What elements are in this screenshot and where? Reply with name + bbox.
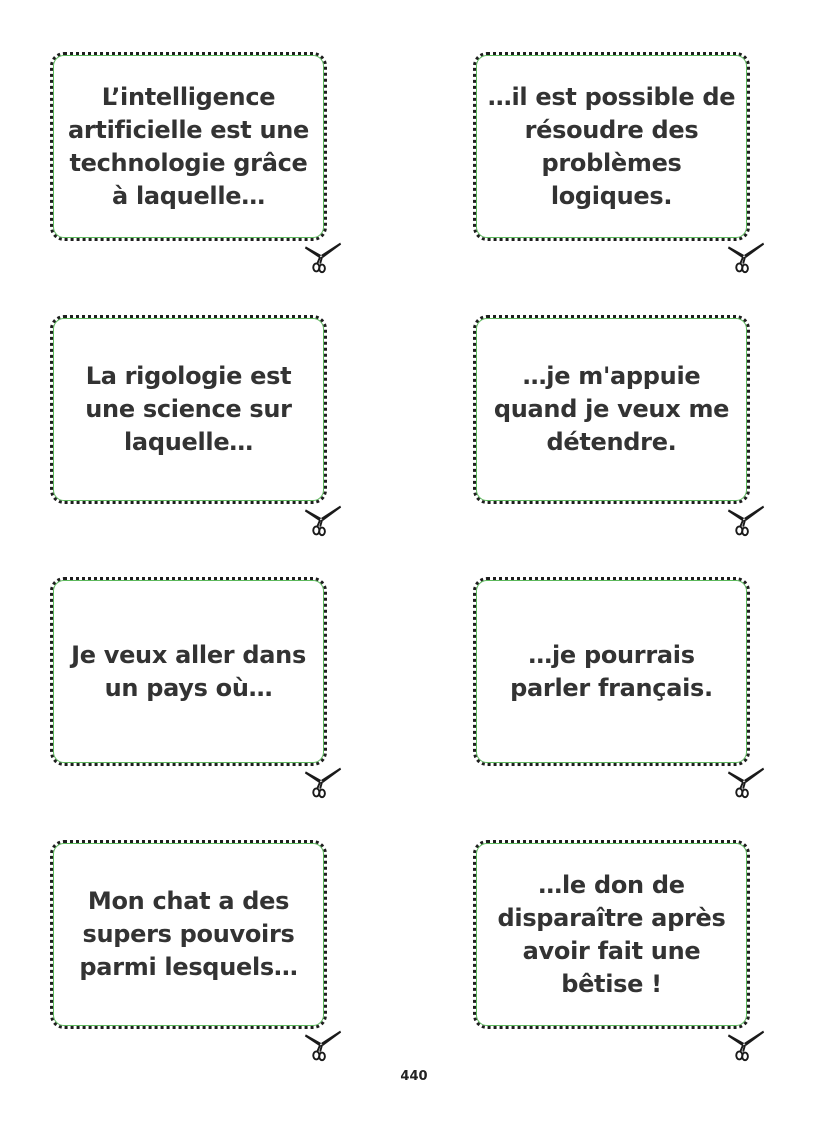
card-text: …je pourrais parler français. [510, 640, 713, 702]
scissors-icon [725, 497, 767, 539]
scissors-icon [302, 759, 344, 801]
card-frame [53, 55, 324, 238]
card-text: La rigologie est une science sur laquelle… [85, 362, 292, 456]
scissors-icon [302, 234, 344, 276]
card-8 [473, 840, 750, 1029]
scissors-icon [725, 1022, 767, 1064]
card-frame [476, 55, 747, 238]
scissors-icon [725, 759, 767, 801]
card-6 [473, 577, 750, 766]
scissors-icon [302, 1022, 344, 1064]
card-frame [476, 318, 747, 501]
card-4 [473, 315, 750, 504]
card-7 [50, 840, 327, 1029]
card-frame [53, 318, 324, 501]
card-3 [50, 315, 327, 504]
card-1 [50, 52, 327, 241]
card-text: L’intelligence artificielle est une technologie grâce à laquelle… [67, 82, 310, 210]
card-frame [476, 843, 747, 1026]
scissors-icon [302, 497, 344, 539]
card-frame [53, 580, 324, 763]
card-frame [476, 580, 747, 763]
scissors-icon [725, 234, 767, 276]
card-text: …il est possible de résoudre des problèmes logiques. [487, 82, 736, 210]
card-text: Mon chat a des supers pouvoirs parmi lesquels… [79, 887, 298, 981]
page-number: 440 [400, 1069, 428, 1084]
card-text: Je veux aller dans un pays où… [71, 640, 306, 702]
card-frame [53, 843, 324, 1026]
card-5 [50, 577, 327, 766]
card-2 [473, 52, 750, 241]
card-text: …le don de disparaître après avoir fait une bêtise ! [497, 870, 726, 998]
card-text: …je m'appuie quand je veux me détendre. [493, 362, 730, 456]
